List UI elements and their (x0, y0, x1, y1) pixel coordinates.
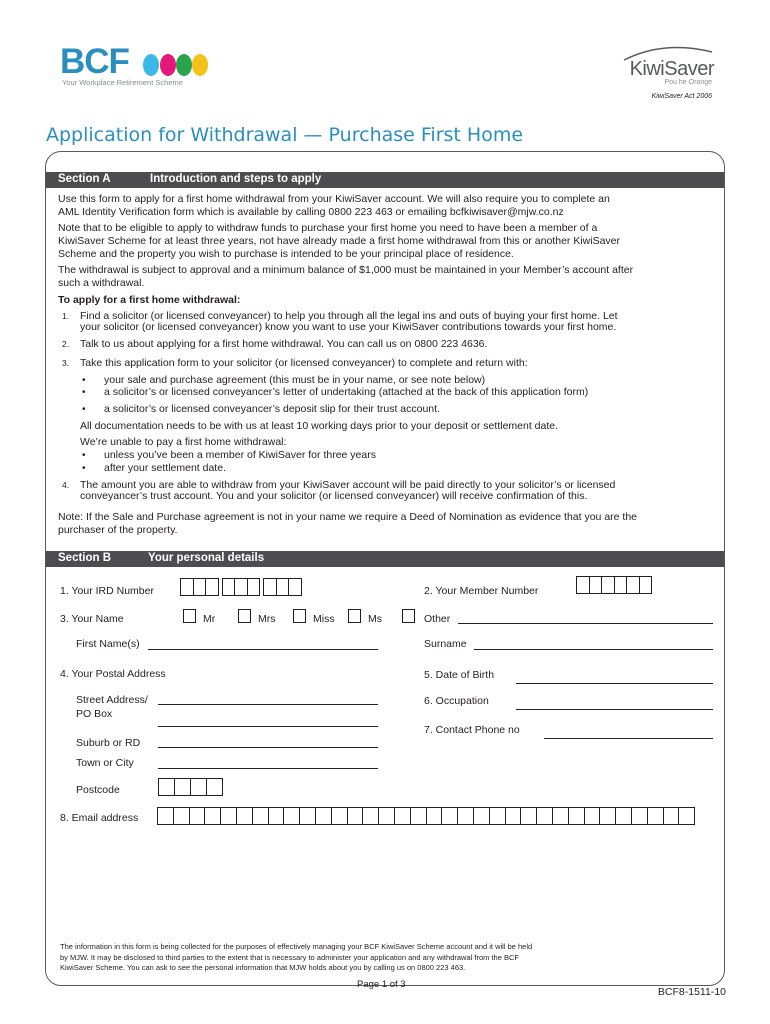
email-char-box[interactable] (536, 807, 553, 825)
bullet-icon: • (82, 450, 86, 461)
title-miss-checkbox[interactable] (293, 609, 306, 623)
suburb-label: Suburb or RD (76, 737, 141, 749)
section-a-title: Introduction and steps to apply (150, 173, 322, 185)
email-char-box[interactable] (599, 807, 616, 825)
email-char-box[interactable] (362, 807, 379, 825)
dob-field[interactable] (516, 683, 713, 684)
email-char-box[interactable] (552, 807, 569, 825)
member-number-label: 2. Your Member Number (424, 585, 539, 597)
bullet-icon: • (82, 387, 86, 398)
privacy-line: The information in this form is being collected for the purposes of effectively managing your BCF KiwiSaver Scheme account and it will be held (60, 942, 533, 951)
phone-label: 7. Contact Phone no (424, 724, 520, 736)
bullet-icon: • (82, 463, 86, 474)
bcf-logo-text: BCF (60, 42, 129, 81)
first-names-label: First Name(s) (76, 638, 140, 650)
section-b-bar (46, 551, 724, 567)
step-2-text: Talk to us about applying for a first home withdrawal. You can call us on 0800 223 4636. (80, 338, 488, 350)
privacy-line: by MJW. It may be disclosed to third parties to the extent that is necessary to administer your application and any withdrawal from the BCF (60, 952, 519, 962)
street-address-field-2[interactable] (158, 726, 378, 727)
email-char-box[interactable] (173, 807, 190, 825)
form-code: BCF8-1511-10 (657, 986, 726, 998)
suburb-field[interactable] (158, 747, 378, 748)
intro-line: Use this form to apply for a first home withdrawal from your KiwiSaver account. We will also require you to complete an (58, 193, 610, 205)
bullet-icon: • (82, 404, 86, 415)
minimum-balance-line: The withdrawal is subject to approval and a minimum balance of $1,000 must be maintained in your Member’s account after (58, 264, 634, 276)
section-b-id: Section B (58, 552, 112, 564)
title-ms-checkbox[interactable] (348, 609, 361, 623)
eligibility-line: Note that to be eligible to apply to withdraw funds to purchase your first home you need to have been a member of a (58, 222, 598, 234)
privacy-line: KiwiSaver Scheme. You can ask to see the personal information that MJW holds about you by calling us on 0800 223 463. (60, 963, 466, 972)
title-other-label: Other (424, 613, 451, 625)
act-reference: KiwiSaver Act 2006 (651, 93, 712, 100)
title-mr-checkbox[interactable] (183, 609, 196, 623)
step-3-item: a solicitor’s or licensed conveyancer’s deposit slip for their trust account. (104, 403, 440, 415)
title-mr-label: Mr (203, 613, 216, 625)
section-b-title: Your personal details (148, 552, 265, 564)
email-char-box[interactable] (473, 807, 490, 825)
street-address-field[interactable] (158, 704, 378, 705)
unable-item: after your settlement date. (104, 462, 226, 474)
email-char-box[interactable] (615, 807, 632, 825)
email-char-box[interactable] (647, 807, 664, 825)
email-char-box[interactable] (189, 807, 206, 825)
occupation-label: 6. Occupation (424, 695, 489, 707)
town-label: Town or City (76, 757, 134, 769)
minimum-balance-line: such a withdrawal. (58, 277, 145, 289)
steps-heading: To apply for a first home withdrawal: (58, 294, 241, 306)
step-number: 4. (62, 480, 70, 490)
email-char-box[interactable] (584, 807, 601, 825)
title-ms-label: Ms (368, 613, 382, 625)
postcode-label: Postcode (76, 784, 120, 796)
email-char-box[interactable] (315, 807, 332, 825)
email-char-box[interactable] (268, 807, 285, 825)
email-char-box[interactable] (505, 807, 522, 825)
po-box-label: PO Box (76, 708, 113, 720)
unable-heading: We’re unable to pay a first home withdrawal: (80, 436, 287, 448)
street-address-label: Street Address/ (76, 694, 148, 706)
kiwisaver-logo (614, 46, 714, 86)
bcf-logo-eggs-icon (142, 50, 212, 80)
step-3-item: a solicitor’s or licensed conveyancer’s letter of undertaking (attached at the back of this application form) (104, 386, 589, 398)
kiwisaver-logo-text: KiwiSaver (629, 58, 714, 80)
step-4-text: The amount you are able to withdraw from your KiwiSaver account will be paid directly to your solicitor’s or licensed (80, 479, 616, 491)
town-field[interactable] (158, 768, 378, 769)
member-number-input[interactable] (576, 576, 655, 594)
deed-note: purchaser of the property. (58, 524, 178, 536)
deed-note: Note: If the Sale and Purchase agreement is not in your name we require a Deed of Nomination as evidence that you are the (58, 511, 638, 523)
step-1-text: Find a solicitor (or licensed conveyancer) to help you through all the legal ins and outs of buying your first home. Let (80, 310, 618, 322)
title-mrs-label: Mrs (258, 613, 276, 625)
step-number: 2. (62, 339, 70, 349)
postal-address-label: 4. Your Postal Address (60, 668, 166, 680)
email-char-box[interactable] (331, 807, 348, 825)
postcode-input[interactable] (158, 778, 226, 796)
email-char-box[interactable] (204, 807, 221, 825)
step-4-text: conveyancer’s trust account. You and your solicitor (or licensed conveyancer) will receive confirmation of this. (80, 490, 588, 502)
ird-label: 1. Your IRD Number (60, 585, 154, 597)
email-char-box[interactable] (678, 807, 695, 825)
email-label: 8. Email address (60, 812, 139, 824)
section-a-bar (46, 172, 724, 188)
bcf-logo (60, 42, 183, 87)
page-title: Application for Withdrawal — Purchase First Home (46, 124, 524, 146)
kiwisaver-tagline: Pou he Orange (664, 79, 712, 86)
email-input[interactable] (157, 807, 695, 825)
email-char-box[interactable] (236, 807, 253, 825)
phone-field[interactable] (544, 738, 713, 739)
privacy-statement (60, 942, 700, 974)
email-char-box[interactable] (631, 807, 648, 825)
bcf-tagline: Your Workplace Retirement Scheme (62, 78, 183, 87)
eligibility-line: KiwiSaver Scheme for at least three years, not have already made a first home withdrawal from this or another KiwiSaver (58, 235, 621, 247)
email-char-box[interactable] (568, 807, 585, 825)
email-char-box[interactable] (157, 807, 174, 825)
occupation-field[interactable] (516, 709, 713, 710)
email-char-box[interactable] (441, 807, 458, 825)
step-number: 3. (62, 358, 70, 368)
title-miss-label: Miss (313, 613, 335, 625)
step-3-text: Take this application form to your solicitor (or licensed conveyancer) to complete and return with: (80, 357, 528, 369)
email-char-box[interactable] (489, 807, 506, 825)
email-char-box[interactable] (426, 807, 443, 825)
surname-label: Surname (424, 638, 467, 650)
email-char-box[interactable] (520, 807, 537, 825)
section-a-id: Section A (58, 173, 111, 185)
email-char-box[interactable] (220, 807, 237, 825)
title-other-field[interactable] (458, 623, 713, 624)
page-number: Page 1 of 3 (357, 979, 406, 990)
dob-label: 5. Date of Birth (424, 669, 495, 681)
bullet-icon: • (82, 375, 86, 386)
email-char-box[interactable] (663, 807, 680, 825)
title-mrs-checkbox[interactable] (238, 609, 251, 623)
step-number: 1. (62, 311, 70, 321)
email-char-box[interactable] (378, 807, 395, 825)
documentation-note: All documentation needs to be with us at least 10 working days prior to your deposit or settlement date. (80, 420, 559, 432)
step-1-text: your solicitor (or licensed conveyancer) know you want to use your KiwiSaver contributions towards your first home. (80, 321, 617, 333)
email-char-box[interactable] (457, 807, 474, 825)
email-char-box[interactable] (283, 807, 300, 825)
eligibility-line: Scheme and the property you wish to purchase is intended to be your principal place of residence. (58, 248, 514, 260)
ird-number-input[interactable] (180, 578, 305, 596)
unable-item: unless you’ve been a member of KiwiSaver for three years (104, 449, 376, 461)
email-char-box[interactable] (347, 807, 364, 825)
email-char-box[interactable] (252, 807, 269, 825)
first-names-field[interactable] (148, 649, 378, 650)
intro-line: AML Identity Verification form which is available by calling 0800 223 463 or emailing bcfkiwisaver@mjw.co.nz (58, 206, 564, 218)
surname-field[interactable] (474, 649, 713, 650)
email-char-box[interactable] (299, 807, 316, 825)
title-other-checkbox[interactable] (402, 609, 415, 623)
email-char-box[interactable] (394, 807, 411, 825)
email-char-box[interactable] (410, 807, 427, 825)
name-label: 3. Your Name (60, 613, 124, 625)
step-3-item: your sale and purchase agreement (this must be in your name, or see note below) (104, 374, 486, 386)
